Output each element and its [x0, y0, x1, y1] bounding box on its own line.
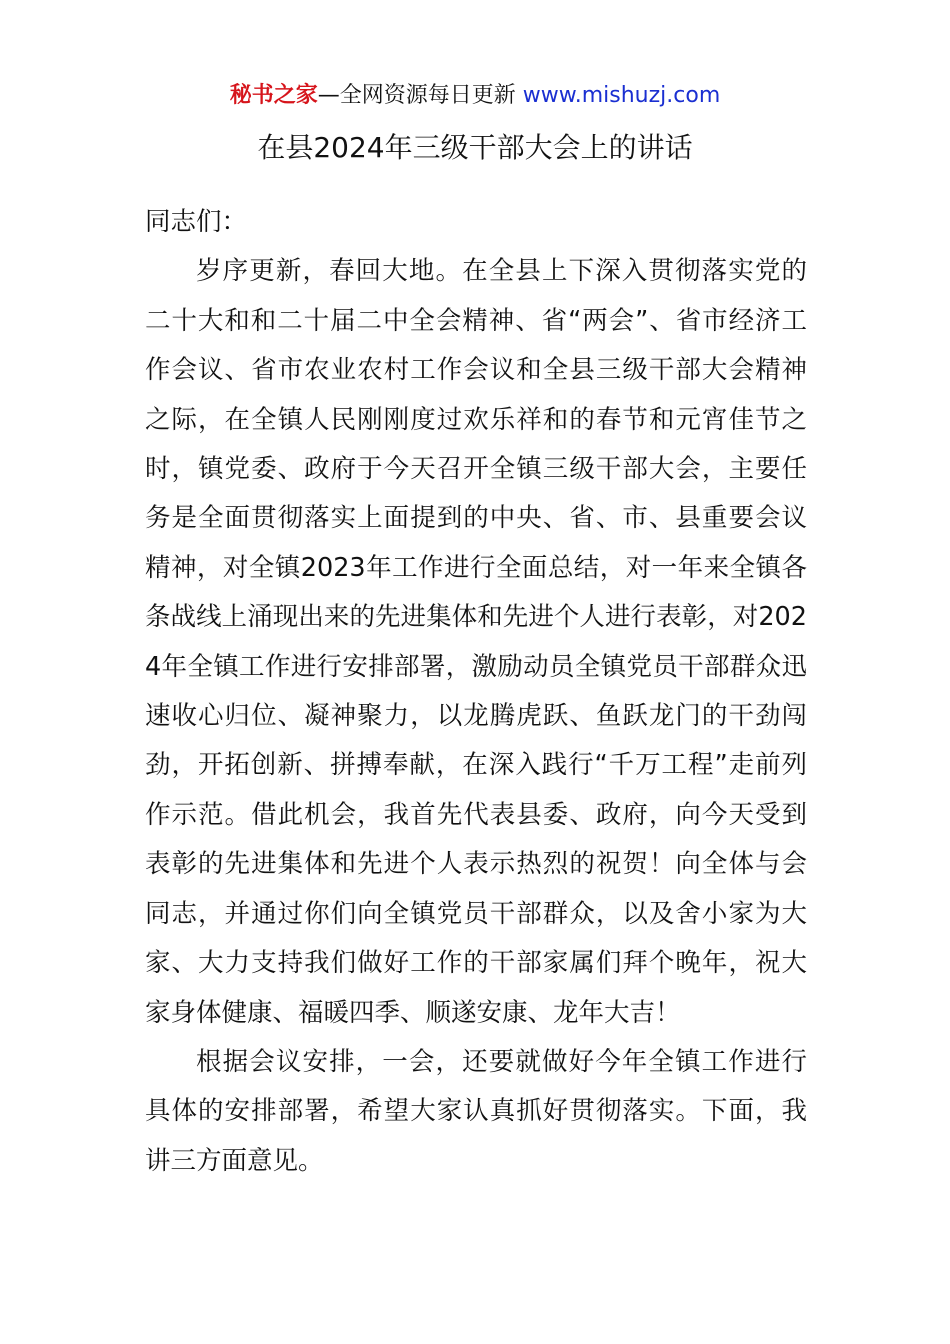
site-brand: 秘书之家	[229, 83, 318, 108]
document-body	[145, 198, 807, 1186]
site-url-link[interactable]: www.mishuzj.com	[522, 83, 721, 108]
document-title: 在县2024年三级干部大会上的讲话	[257, 131, 693, 164]
salutation: 同志们：	[145, 207, 248, 237]
site-tagline: —全网资源每日更新	[317, 83, 523, 108]
paragraph-1: 岁序更新，春回大地。在全县上下深入贯彻落实党的二十大和和二十届二中全会精神、省“两会”、省市经济工作会议、省市农业农村工作会议和全县三级干部大会精神之际，在全镇人民刚刚度过欢乐祥和的春节和元宵佳节之时，镇党委、政府于今天召开全镇三级干部大会，主要任务是全面贯彻落实上面提到的中央、省、市、县重要会议精神，对全镇2023年工作进行全面总结，对一年来全镇各条战线上涌现出来的先进集体和先进个人进行表彰，对2024年全镇工作进行安排部署，激励动员全镇党员干部群众迅速收心归位、凝神聚力，以龙腾虎跃、鱼跃龙门的干劲闯劲，开拓创新、拼搏奉献，在深入践行“千万工程”走前列作示范。借此机会，我首先代表县委、政府，向今天受到表彰的先进集体和先进个人表示热烈的祝贺！向全体与会同志，并通过你们向全镇党员干部群众，以及舍小家为大家、大力支持我们做好工作的干部家属们拜个晚年，祝大家身体健康、福暖四季、顺遂安康、龙年大吉！	[145, 256, 807, 1028]
site-header	[0, 80, 950, 112]
paragraph-2: 根据会议安排，一会，还要就做好今年全镇工作进行具体的安排部署，希望大家认真抓好贯彻落实。下面，我讲三方面意见。	[145, 1046, 807, 1176]
